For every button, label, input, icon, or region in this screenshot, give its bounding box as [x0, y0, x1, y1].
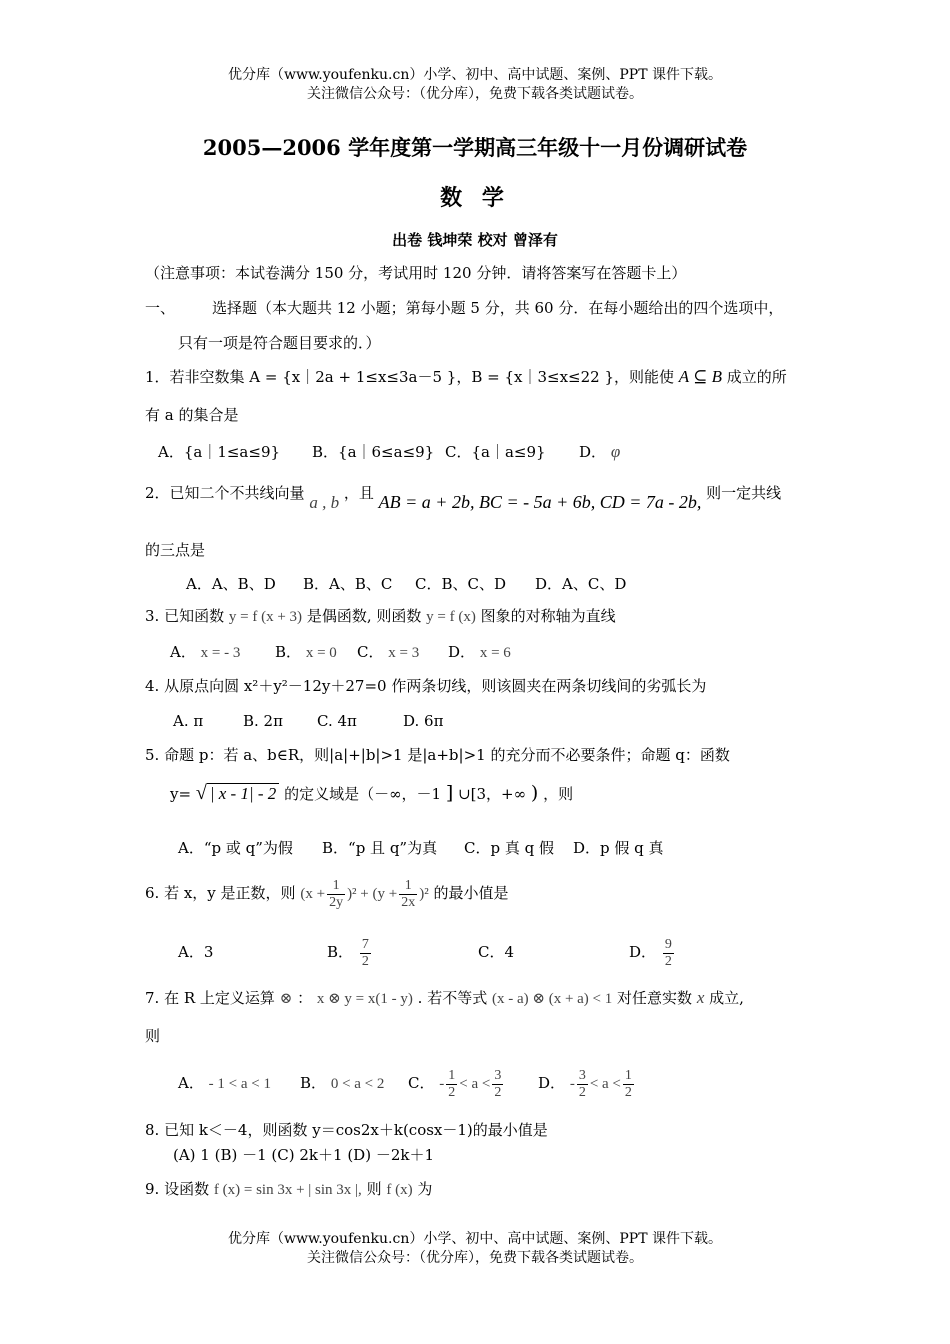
q7-option-c-pre: -: [439, 1076, 445, 1092]
q1-option-d: [579, 442, 620, 462]
q7-option-b: [300, 1063, 384, 1104]
q6-option-c: C．4: [478, 943, 515, 961]
section-heading-cont: 只有一项是符合题目要求的．）: [178, 334, 381, 352]
q5-paren: ): [530, 782, 539, 804]
q3-func-2: y = f (x): [426, 609, 476, 625]
q9-expr-2: f (x): [386, 1182, 413, 1198]
q3-option-a: [170, 642, 240, 663]
q1-option-b: B．{a｜6≤a≤9}: [312, 443, 435, 461]
q6-frac-1-den: 2y: [329, 894, 344, 910]
q7-option-c-frac-1: [446, 1068, 457, 1101]
q7-option-d-den-1: 2: [578, 1084, 586, 1100]
q2-option-b: B．A、B、C: [303, 575, 393, 593]
q6-option-a: A．3: [178, 943, 214, 961]
q7-option-a-val: - 1 < a < 1: [208, 1076, 271, 1092]
q7-option-c-den-1: 2: [448, 1084, 456, 1100]
q6-frac-1-num: 1: [327, 878, 345, 895]
q7-option-a: [178, 1063, 271, 1104]
question-8: 8. 已知 k＜－4，则函数 y＝cos2x＋k(cosx－1)的最小值是: [145, 1121, 548, 1139]
notice: （注意事项：本试卷满分 150 分，考试用时 120 分钟．请将答案写在答题卡上）: [145, 264, 687, 282]
q2-text-cont: 的三点是: [145, 541, 206, 559]
q5-domain-line: [170, 783, 573, 804]
q5-option-b: B．“p 且 q”为真: [322, 839, 438, 857]
q3-option-a-val: x = - 3: [200, 645, 241, 661]
question-3: [145, 606, 616, 627]
q5-option-a: A．“p 或 q”为假: [178, 839, 293, 857]
q3-option-d: [448, 642, 511, 663]
q2-vectors: a , b: [309, 493, 340, 512]
q7-option-c-den-2: 2: [494, 1084, 502, 1100]
q5-sqrt-arg: | x - 1| - 2: [207, 783, 279, 804]
q7-option-c-frac-2: [492, 1068, 503, 1101]
q5-y: y=: [170, 785, 192, 803]
q7-option-a-label: A．: [178, 1074, 204, 1092]
q4-option-d: D. 6π: [403, 712, 444, 730]
q6-frac-2-den: 2x: [401, 894, 416, 910]
subject-title: 数 学: [440, 185, 510, 211]
q6-option-d-num: 9: [664, 936, 672, 952]
q7-option-d-mid: < a <: [589, 1076, 621, 1092]
q7-option-c: [408, 1063, 505, 1104]
q6-expr-c: )²: [419, 886, 429, 902]
q7-option-c-label: C．: [408, 1074, 435, 1092]
q6-option-d: [629, 932, 676, 972]
q3-option-a-label: A．: [170, 643, 196, 661]
footer-line-1: 优分库（www.youfenku.cn）小学、初中、高中试题、案例、PPT 课件下载。: [227, 1231, 722, 1247]
q7-option-d-pre: -: [569, 1076, 575, 1092]
q1-option-d-label: D．: [579, 443, 607, 461]
q3-option-c: [357, 642, 419, 663]
section-number: 一、: [145, 299, 176, 317]
q6-text-b: 的最小值是: [433, 884, 509, 902]
q7-text-b: ：: [297, 989, 313, 1007]
q5-text-c: ∪[3，+∞: [458, 785, 527, 803]
question-5: 5. 命题 p：若 a、b∈R，则|a|+|b|>1 是|a+b|>1 的充分而不必要条件；命题 q：函数: [145, 746, 730, 764]
q6-option-b-num: 7: [361, 936, 369, 952]
question-1: [145, 367, 787, 387]
q3-option-b: [275, 642, 337, 663]
q7-option-b-val: 0 < a < 2: [330, 1076, 385, 1092]
question-9: [145, 1179, 432, 1200]
q9-expr: f (x) = sin 3x + | sin 3x |,: [213, 1182, 362, 1198]
q6-frac-2: [399, 878, 417, 911]
q7-option-d-frac-1: [577, 1068, 588, 1101]
q7-option-c-num-1: 1: [448, 1067, 456, 1083]
q1-text-b: 成立的所: [726, 368, 787, 386]
q1-option-a: A．{a｜1≤a≤9}: [158, 443, 281, 461]
q4-option-b: B. 2π: [243, 712, 283, 730]
q7-inequality: (x - a) ⊗ (x + a) < 1: [491, 991, 613, 1007]
q3-option-b-label: B．: [275, 643, 302, 661]
q4-option-a: A. π: [173, 712, 204, 730]
q6-option-d-label: D．: [629, 943, 657, 961]
authors-line: 出卷 钱坤荣 校对 曾泽有: [392, 231, 558, 249]
question-2: [145, 482, 782, 512]
q5-text-b: 的定义域是（－∞，－1: [284, 785, 442, 803]
q7-text-cont: 则: [145, 1027, 161, 1045]
q7-option-c-num-2: 3: [494, 1067, 502, 1083]
q8-options: (A) 1 (B) －1 (C) 2k＋1 (D) －2k＋1: [173, 1146, 434, 1164]
q7-option-d-den-2: 2: [624, 1084, 632, 1100]
q5-text-d: ，则: [543, 785, 574, 803]
q7-text: 7. 在 R 上定义运算: [145, 989, 275, 1007]
section-heading: 选择题（本大题共 12 小题；第每小题 5 分，共 60 分．在每小题给出的四个选项中，: [212, 299, 784, 317]
q2-option-a: A．A、B、D: [186, 575, 276, 593]
q7-text-e: 成立,: [709, 989, 744, 1007]
q3-text: 3. 已知函数: [145, 607, 225, 625]
q3-option-d-label: D．: [448, 643, 476, 661]
q9-text-c: 为: [417, 1180, 433, 1198]
q2-text: 2．已知二个不共线向量: [145, 484, 305, 502]
q6-option-d-den: 2: [664, 953, 672, 969]
q4-option-c: C. 4π: [317, 712, 357, 730]
q1-option-c: C．{a｜a≤9}: [445, 443, 546, 461]
q1-subset: A ⊆ B: [678, 367, 722, 386]
header-line-1: 优分库（www.youfenku.cn）小学、初中、高中试题、案例、PPT 课件下载。: [227, 67, 722, 83]
q7-option-d-frac-2: [623, 1068, 634, 1101]
q6-text: 6. 若 x，y 是正数，则: [145, 884, 296, 902]
q6-option-b: [327, 932, 373, 972]
q7-option-d-label: D．: [538, 1074, 566, 1092]
q7-option-c-mid: < a <: [459, 1076, 491, 1092]
q2-vector-eq: AB = a + 2b, BC = - 5a + 6b, CD = 7a - 2b,: [378, 492, 702, 512]
q1-text-cont: 有 a 的集合是: [145, 406, 239, 424]
q3-text-b: 是偶函数, 则函数: [306, 607, 422, 625]
q7-otimes: ⊗: [279, 991, 293, 1007]
q6-option-b-den: 2: [361, 953, 369, 969]
q3-text-c: 图象的对称轴为直线: [480, 607, 616, 625]
q6-expr-a: (x +: [300, 886, 326, 902]
q1-text: 1．若非空数集 A = {x｜2a + 1≤x≤3a－5 }，B = {x｜3≤x≤22 }，则能使: [145, 368, 674, 386]
q5-sqrt: √ | x - 1| - 2: [196, 783, 279, 804]
q2-option-c: C．B、C、D: [415, 575, 507, 593]
q7-option-d: [538, 1063, 636, 1104]
q2-text-c: 则一定共线: [706, 484, 782, 502]
q6-option-b-frac: [360, 937, 371, 970]
q2-option-d: D．A、C、D: [535, 575, 627, 593]
q3-option-b-val: x = 0: [305, 645, 337, 661]
q6-expr-b: )² + (y +: [347, 886, 398, 902]
q7-text-d: 对任意实数: [617, 989, 693, 1007]
q9-text-b: 则: [366, 1180, 382, 1198]
q9-text: 9. 设函数: [145, 1180, 210, 1198]
q6-frac-2-num: 1: [399, 878, 417, 895]
q3-func-1: y = f (x + 3): [228, 609, 303, 625]
q6-option-d-frac: [663, 937, 674, 970]
question-4: 4. 从原点向圆 x²＋y²－12y＋27=0 作两条切线，则该圆夹在两条切线间的劣弧长为: [145, 677, 707, 695]
q3-option-c-label: C．: [357, 643, 384, 661]
q2-text-b: ，且: [343, 484, 374, 502]
q7-text-c: . 若不等式: [417, 989, 488, 1007]
q7-option-d-num-1: 3: [578, 1067, 586, 1083]
footer-line-2: 关注微信公众号：（优分库），免费下载各类试题试卷。: [307, 1250, 643, 1266]
q7-option-b-label: B．: [300, 1074, 327, 1092]
header-line-2: 关注微信公众号：（优分库），免费下载各类试题试卷。: [307, 86, 643, 102]
question-7: [145, 988, 744, 1009]
q3-option-c-val: x = 3: [388, 645, 420, 661]
q6-frac-1: [327, 878, 345, 911]
question-6: [145, 873, 509, 914]
q6-option-b-label: B．: [327, 943, 354, 961]
q7-x: x: [696, 988, 705, 1007]
q5-option-c: C．p 真 q 假: [464, 839, 554, 857]
q7-def: x ⊗ y = x(1 - y): [316, 991, 413, 1007]
q7-option-d-num-2: 1: [624, 1067, 632, 1083]
q5-option-d: D．p 假 q 真: [573, 839, 664, 857]
q3-option-d-val: x = 6: [479, 645, 511, 661]
exam-title: 2005—2006 学年度第一学期高三年级十一月份调研试卷: [202, 135, 748, 160]
q1-phi: φ: [610, 442, 621, 461]
q5-bracket: ]: [445, 782, 454, 804]
